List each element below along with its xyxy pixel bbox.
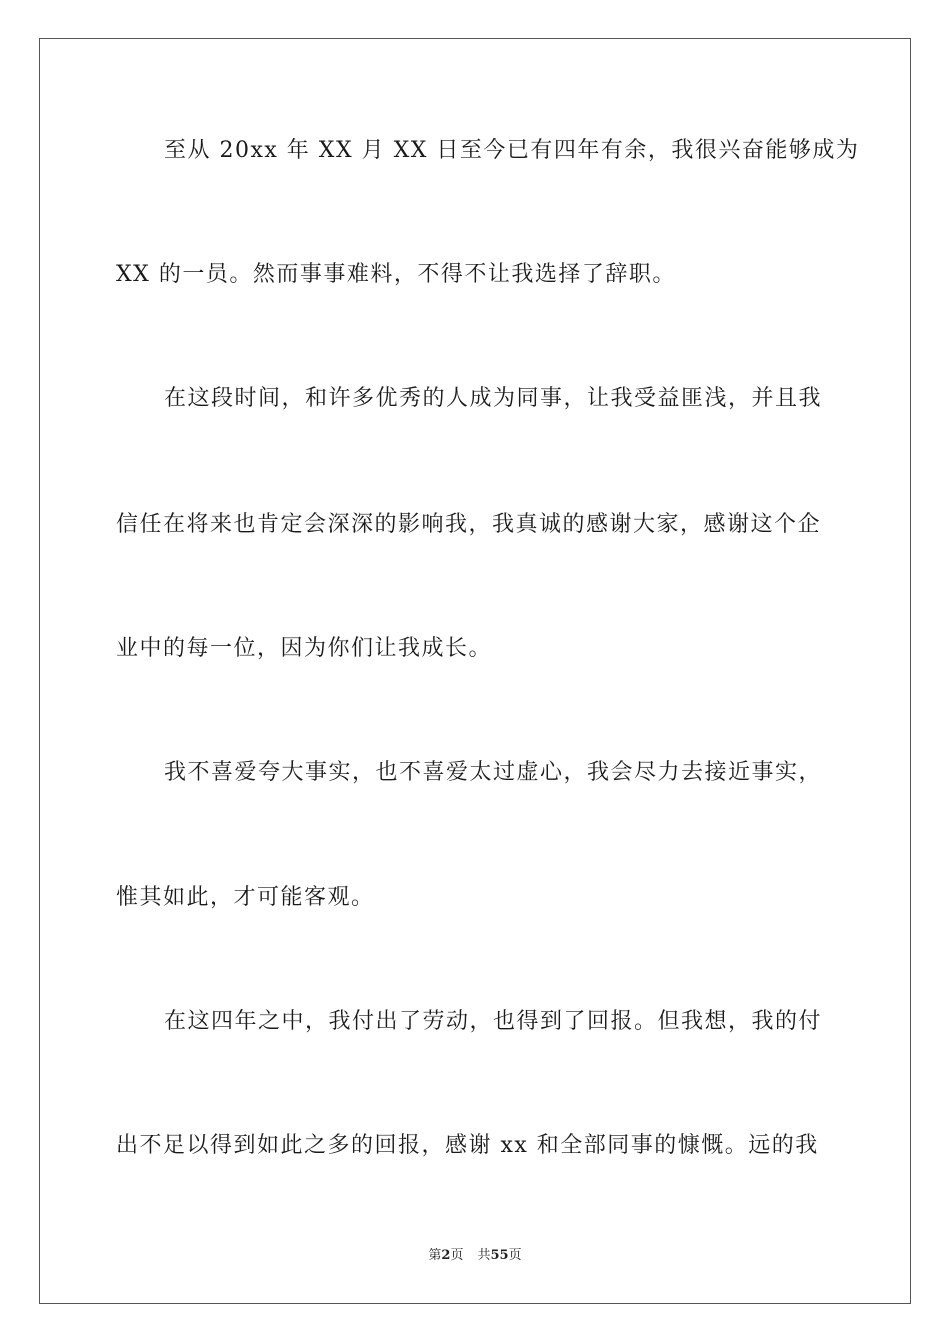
paragraph-4-line-1: 在这四年之中，我付出了劳动，也得到了回报。但我想，我的付 (164, 1009, 823, 1034)
total-pages: 55 (490, 1248, 509, 1263)
page-number-prefix: 第 (428, 1248, 442, 1263)
total-pages-prefix: 共 (477, 1248, 491, 1263)
paragraph-2-line-3: 业中的每一位，因为你们让我成长。 (116, 636, 493, 661)
paragraph-1-line-1: 至从 20xx 年 XX 月 XX 日至今已有四年有余，我很兴奋能够成为 (164, 138, 860, 163)
total-pages-suffix: 页 (508, 1248, 522, 1263)
page-border (39, 38, 911, 1304)
paragraph-2-line-1: 在这段时间，和许多优秀的人成为同事，让我受益匪浅，并且我 (164, 386, 823, 411)
paragraph-3-line-1: 我不喜爱夸大事实，也不喜爱太过虚心，我会尽力去接近事实， (164, 760, 823, 785)
paragraph-3-line-2: 惟其如此，才可能客观。 (116, 885, 375, 910)
page-footer (0, 1247, 950, 1265)
paragraph-2-line-2: 信任在将来也肯定会深深的影响我，我真诚的感谢大家，感谢这个企 (116, 512, 822, 537)
page-number-suffix: 页 (450, 1248, 464, 1263)
page-number: 2 (441, 1248, 451, 1263)
paragraph-1-line-2: XX 的一员。然而事事难料，不得不让我选择了辞职。 (116, 262, 676, 287)
paragraph-4-line-2: 出不足以得到如此之多的回报，感谢 xx 和全部同事的慷慨。远的我 (116, 1133, 819, 1158)
